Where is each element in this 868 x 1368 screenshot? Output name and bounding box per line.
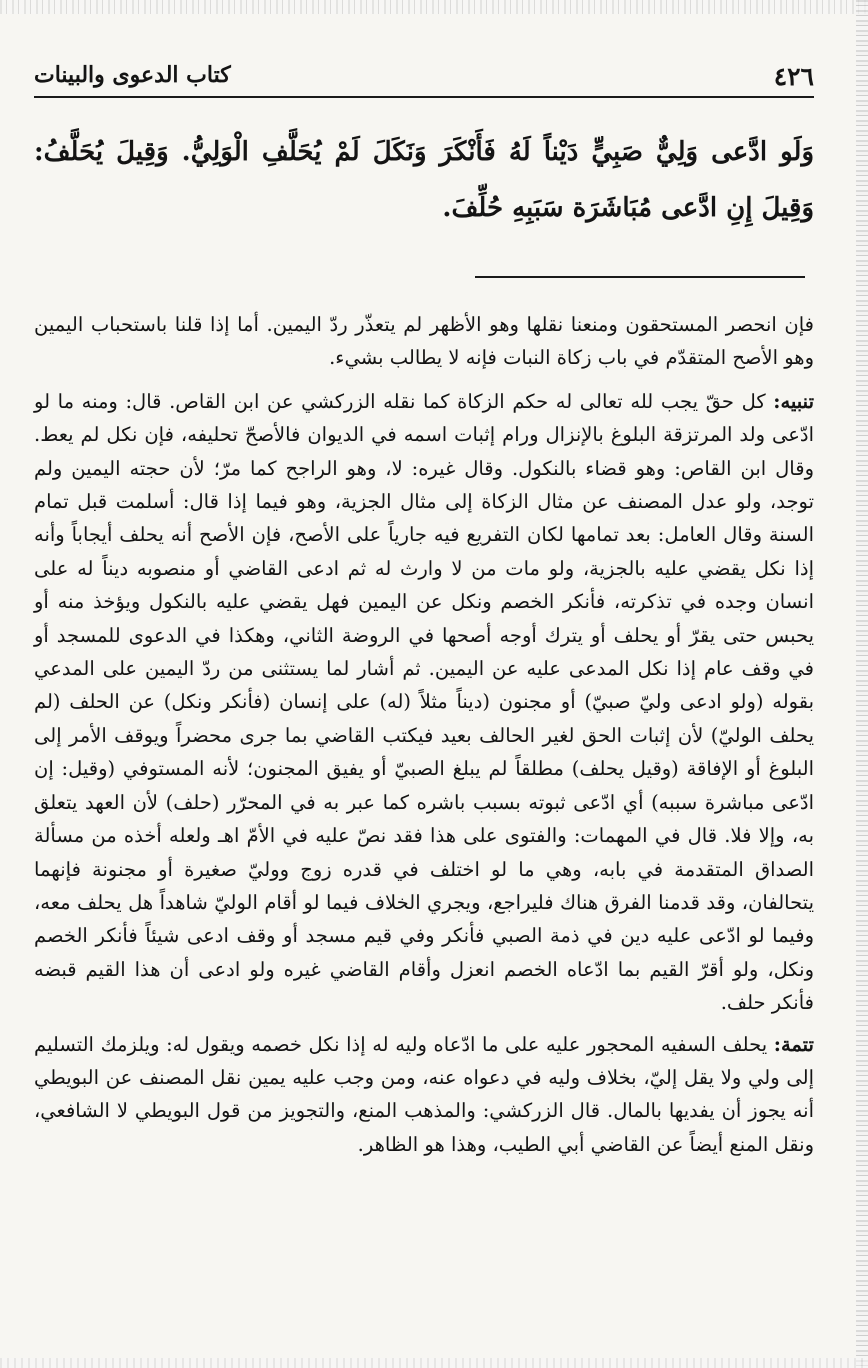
scan-edge-right — [856, 0, 868, 1368]
main-text-content: وَلَو ادَّعى وَلِيٌّ صَبِيٍّ دَيْناً لَهُ فَأَنْكَرَ وَنَكَلَ لَمْ يُحَلَّفِ الْوَلِيُّ. وَقِيلَ يُحَلَّفُ: وَقِيلَ إِنِ ادَّعى مُبَاشَرَة سَبَبِهِ حُلِّفَ. — [34, 137, 814, 223]
page-number: ٤٢٦ — [773, 62, 814, 91]
scan-edge-bottom — [0, 1358, 868, 1368]
commentary-paragraph — [34, 308, 814, 375]
running-title: كتاب الدعوى والبينات — [34, 62, 231, 88]
tanbih-text: كل حقّ يجب لله تعالى له حكم الزكاة كما نقله الزركشي عن ابن القاص. قال: ومنه ما لو ادّعى ولد المرتزقة البلوغ بالإنزال ورام إثبات اسمه في الديوان فالأصحّ تحليفه، فإن نكل لم يعط. وقال ابن القاص: وهو قضاء بالنكول. وقال غيره: لا، وهو الراجح كما مرّ؛ لأن حجته اليمين ولم توجد، ولو عدل المصنف عن مثال الزكاة إلى مثال الجزية، وهو فيما إذا قال: أسلمت قبل تمام السنة وقال العامل: بعد تمامها لكان التفريع فيه جارياً على الأصح، فإن الأصح أنه يحلف أيجاباً وأنه إذا نكل يقضي عليه بالجزية، ولو مات من لا وارث له ثم ادعى القاضي أو منصوبه ديناً له على انسان وجده في تذكرته، فأنكر الخصم ونكل عن اليمين فهل يقضي عليه بالنكول ويؤخذ منه أو يحبس حتى يقرّ أو يحلف أو يترك أوجه أصحها في الروضة الثاني، وهكذا في الدعوى للمسجد أو في وقف عام إذا نكل المدعى عليه عن اليمين. ثم أشار لما يستثنى من ردّ اليمين على المدعي بقوله (ولو ادعى وليّ صبيّ) أو مجنون (ديناً مثلاً (له) على إنسان (فأنكر ونكل) عن الحلف (لم يحلف الوليّ) لأن إثبات الحق لغير الحالف بعيد فيكتب القاضي بما جرى محضراً ويوقف الأمر إلى البلوغ أو الإفاقة (وقيل يحلف) مطلقاً لم يبلغ الصبيّ أو يفيق المجنون؛ لأنه المستوفي (وقيل: إن ادّعى مباشرة سببه) أي ادّعى ثبوته بسبب باشره كما عبر به في المحرّر (حلف) لأن العهد يتعلق به، وإلا فلا. قال في المهمات: والفتوى على هذا فقد نصّ عليه في الأمّ اهـ ولعله أخذه من مسألة الصداق المتقدمة في بابه، وهي ما لو اختلف في قدره زوج ووليّ صغيرة أو مجنونة فإنهما يتحالفان، وقد قدمنا الفرق هناك فليراجع، ويجري الخلاف فيما لو أقام الوليّ شاهداً هل يحلف معه، وفيما لو ادّعى عليه دين في ذمة الصبي فأنكر وفي قيم مسجد أو وقف ادعى شيئاً فأنكر الخصم ونكل، ولو أقرّ القيم بما ادّعاه الخصم انعزل وأقام القاضي غيره ولو ادعى أن هذا القيم قبضه فأنكر حلف. — [34, 389, 814, 1015]
commentary-paragraph-text: فإن انحصر المستحقون ومنعنا نقلها وهو الأظهر لم يتعذّر ردّ اليمين. أما إذا قلنا باستحباب اليمين وهو الأصح المتقدّم في باب زكاة النبات فإنه لا يطالب بشيء. — [34, 313, 814, 370]
tanbih-paragraph — [34, 385, 814, 1020]
tatimma-text: يحلف السفيه المحجور عليه على ما ادّعاه وليه له إذا نكل خصمه ويقول له: ويلزمك التسليم إلى ولي ولا يقل إليّ، بخلاف وليه في دعواه عنه، ومن وجب عليه يمين نقل المصنف عن البويطي أنه يجوز أن يفديها بالمال. قال الزركشي: والمذهب المنع، والتجويز من قول البويطي لا الشافعي، ونقل المنع أيضاً عن القاضي أبي الطيب، وهذا هو الظاهر. — [34, 1032, 814, 1156]
header-divider — [34, 96, 814, 98]
tatimma-paragraph — [34, 1028, 814, 1162]
tatimma-label: تتمة: — [773, 1032, 814, 1056]
main-text — [34, 124, 814, 236]
footnote-separator — [475, 276, 805, 278]
commentary-block — [34, 308, 814, 1169]
scan-edge-top — [0, 0, 868, 14]
tanbih-label: تنبيه: — [773, 389, 814, 413]
page-header — [34, 56, 814, 92]
